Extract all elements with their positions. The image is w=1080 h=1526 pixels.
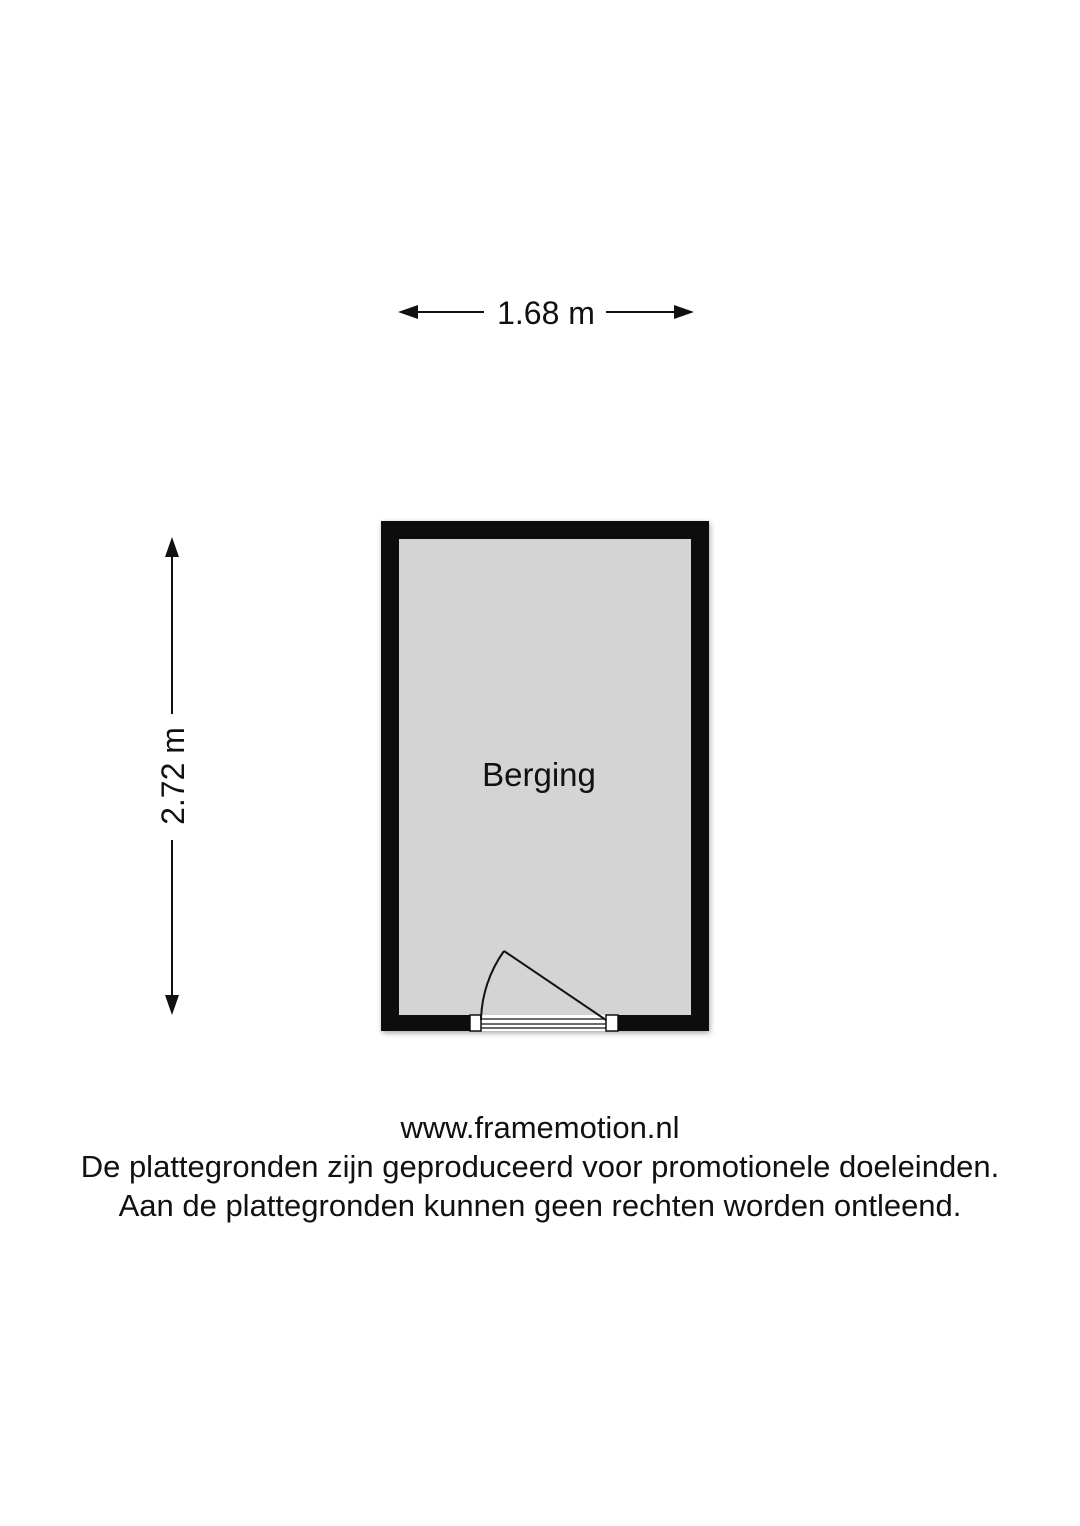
width-dimension	[398, 295, 694, 331]
height-arrow-bottom-icon	[165, 995, 179, 1015]
height-arrow-top-icon	[165, 537, 179, 557]
website-text: www.framemotion.nl	[400, 1110, 680, 1145]
width-arrow-left-icon	[398, 305, 418, 319]
door-frame-left	[470, 1015, 481, 1031]
width-arrow-right-icon	[674, 305, 694, 319]
height-label: 2.72 m	[155, 727, 191, 825]
footer	[0, 1108, 1080, 1225]
room-berging	[381, 521, 709, 1031]
disclaimer-line-1: De plattegronden zijn geproduceerd voor promotionele doeleinden.	[80, 1149, 1000, 1184]
door-frame-right	[606, 1015, 618, 1031]
height-dimension	[155, 537, 191, 1015]
width-label: 1.68 m	[497, 295, 595, 331]
disclaimer-line-2: Aan de plattegronden kunnen geen rechten worden ontleend.	[118, 1188, 962, 1223]
room-label: Berging	[482, 756, 596, 793]
